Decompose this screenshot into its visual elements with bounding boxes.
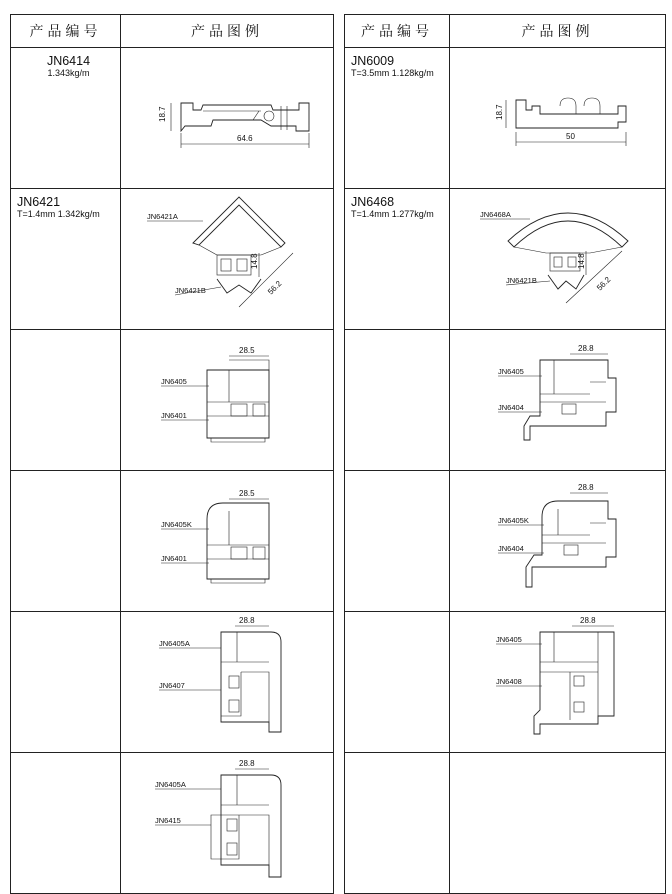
profile-drawing <box>450 48 664 182</box>
product-figure <box>450 48 666 189</box>
table-row <box>345 189 666 330</box>
dim-height: 18.7 <box>158 106 167 122</box>
product-figure <box>121 330 334 471</box>
product-code-cell <box>345 612 450 753</box>
label-b: JN6404 <box>498 403 524 412</box>
label-a: JN6405 <box>496 635 522 644</box>
profile-drawing <box>121 330 333 464</box>
left-catalog-table <box>10 14 334 894</box>
dim-top: 28.5 <box>239 346 255 355</box>
table-row <box>345 753 666 894</box>
table-row <box>11 189 334 330</box>
table-row <box>345 48 666 189</box>
product-code-cell <box>345 330 450 471</box>
product-code-cell <box>345 471 450 612</box>
product-figure <box>121 612 334 753</box>
dim-diag: 56.2 <box>595 275 613 293</box>
table-row <box>345 330 666 471</box>
dim-width: 50 <box>566 132 575 141</box>
header-figure: 产品图例 <box>121 15 334 48</box>
table-row <box>345 612 666 753</box>
table-row <box>11 48 334 189</box>
label-a: JN6405A <box>155 780 186 789</box>
product-spec: T=1.4mm 1.277kg/m <box>351 209 434 220</box>
product-figure <box>450 612 666 753</box>
table-row <box>345 471 666 612</box>
label-b: JN6415 <box>155 816 181 825</box>
header-figure: 产品图例 <box>450 15 666 48</box>
profile-drawing <box>450 189 664 323</box>
profile-drawing <box>450 612 664 746</box>
product-figure <box>121 471 334 612</box>
header-row <box>11 15 334 48</box>
dim-height: 14.8 <box>250 253 259 269</box>
label-b: JN6407 <box>159 681 185 690</box>
product-code: JN6414 <box>46 54 91 68</box>
label-a: JN6405 <box>161 377 187 386</box>
label-a: JN6468A <box>480 210 511 219</box>
product-figure <box>450 471 666 612</box>
product-spec: T=1.4mm 1.342kg/m <box>17 209 100 220</box>
dim-diag: 56.2 <box>266 279 284 297</box>
header-row <box>345 15 666 48</box>
dim-height: 18.7 <box>495 104 504 120</box>
product-figure <box>121 189 334 330</box>
label-b: JN6401 <box>161 411 187 420</box>
label-b: JN6408 <box>496 677 522 686</box>
profile-drawing <box>121 612 333 746</box>
table-row <box>11 753 334 894</box>
header-code: 产品编号 <box>11 15 121 48</box>
profile-drawing <box>121 48 333 182</box>
product-code-cell <box>11 330 121 471</box>
dim-top: 28.5 <box>239 489 255 498</box>
product-figure <box>121 48 334 189</box>
profile-drawing <box>121 189 333 323</box>
product-figure <box>450 330 666 471</box>
product-code: JN6421 <box>17 195 61 209</box>
label-a: JN6405K <box>498 516 529 525</box>
product-code-cell <box>11 612 121 753</box>
product-code-cell <box>345 48 450 189</box>
table-row <box>11 330 334 471</box>
label-b: JN6421B <box>175 286 206 295</box>
product-code: JN6009 <box>351 54 395 68</box>
product-figure <box>121 753 334 894</box>
label-a: JN6421A <box>147 212 178 221</box>
product-figure <box>450 189 666 330</box>
dim-top: 28.8 <box>578 344 594 353</box>
label-b: JN6401 <box>161 554 187 563</box>
table-row <box>11 471 334 612</box>
label-a: JN6405K <box>161 520 192 529</box>
product-spec: 1.343kg/m <box>47 68 90 79</box>
profile-drawing <box>450 330 664 464</box>
dim-top: 28.8 <box>578 483 594 492</box>
product-code: JN6468 <box>351 195 395 209</box>
product-code-cell <box>11 471 121 612</box>
label-a: JN6405A <box>159 639 190 648</box>
product-code-cell <box>11 189 121 330</box>
product-code-cell <box>345 189 450 330</box>
product-code-cell <box>11 753 121 894</box>
dim-top: 28.8 <box>239 759 255 768</box>
right-catalog-table <box>344 14 666 894</box>
product-code-cell <box>345 753 450 894</box>
product-code-cell <box>11 48 121 189</box>
product-figure <box>450 753 666 894</box>
label-b: JN6421B <box>506 276 537 285</box>
header-code: 产品编号 <box>345 15 450 48</box>
product-spec: T=3.5mm 1.128kg/m <box>351 68 434 79</box>
label-a: JN6405 <box>498 367 524 376</box>
label-b: JN6404 <box>498 544 524 553</box>
profile-drawing <box>450 471 664 605</box>
dim-top: 28.8 <box>580 616 596 625</box>
profile-drawing <box>121 753 333 887</box>
dim-top: 28.8 <box>239 616 255 625</box>
dim-height: 14.8 <box>577 253 586 269</box>
dim-width: 64.6 <box>237 134 253 143</box>
table-row <box>11 612 334 753</box>
profile-drawing <box>121 471 333 605</box>
